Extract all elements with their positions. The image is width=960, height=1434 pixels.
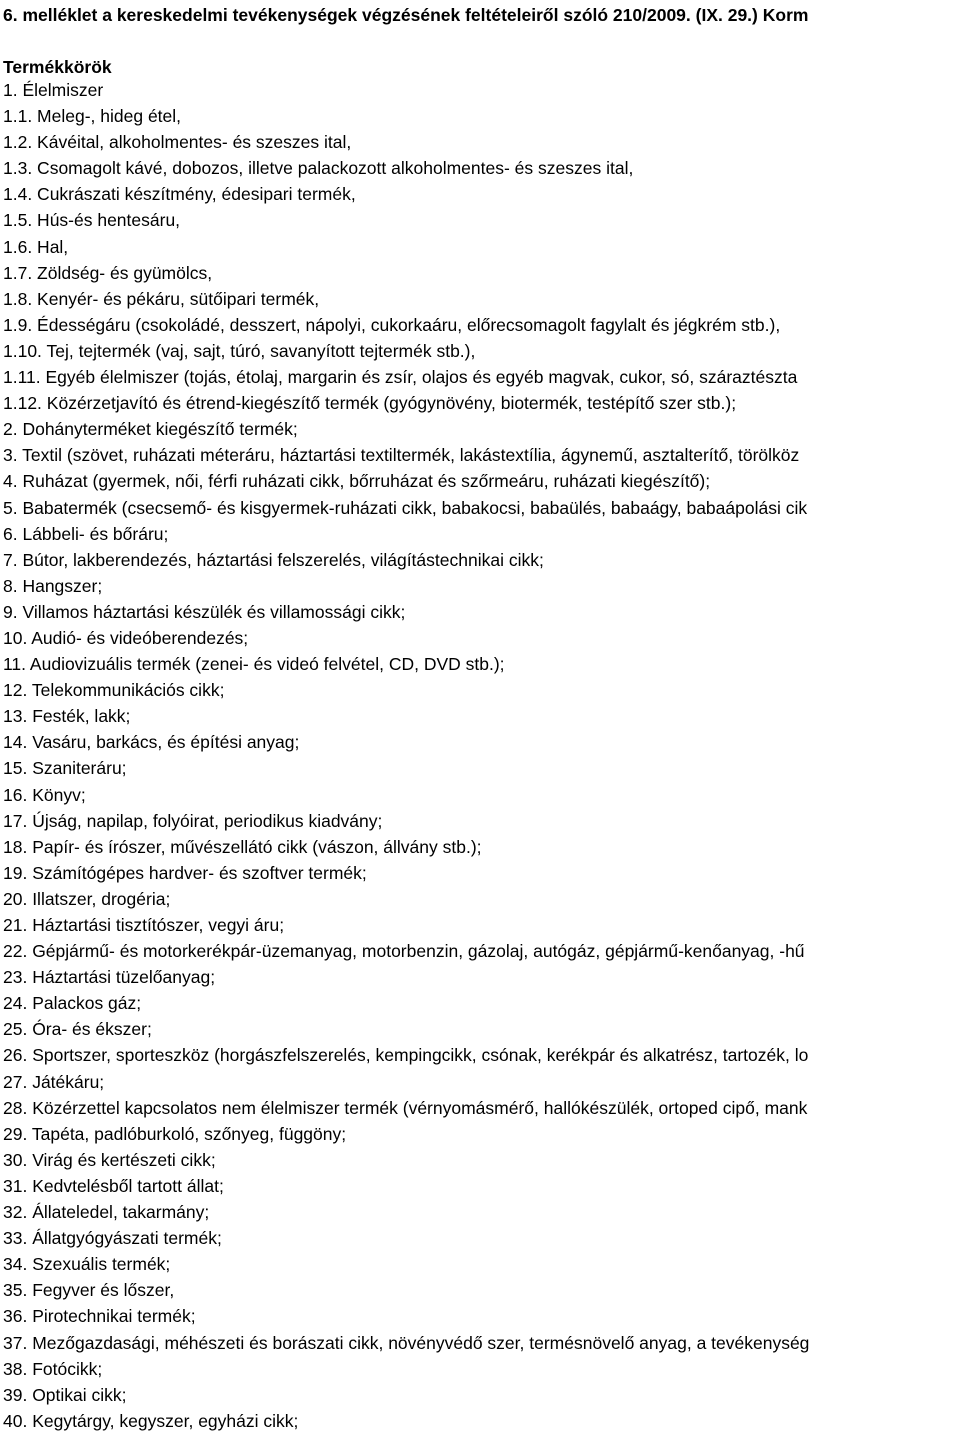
list-item: 1.4. Cukrászati készítmény, édesipari termék, — [3, 184, 356, 205]
list-item: 23. Háztartási tüzelőanyag; — [3, 967, 216, 988]
list-item: 5. Babatermék (csecsemő- és kisgyermek-ruházati cikk, babakocsi, babaülés, babaágy, babaápolási cik — [3, 497, 808, 518]
list-item: 1.2. Kávéital, alkoholmentes- és szeszes ital, — [3, 132, 352, 153]
list-item: 1.10. Tej, tejtermék (vaj, sajt, túró, savanyított tejtermék stb.), — [3, 340, 476, 361]
list-item: 19. Számítógépes hardver- és szoftver termék; — [3, 862, 367, 883]
list-item: 33. Állatgyógyászati termék; — [3, 1228, 222, 1249]
list-item: 14. Vasáru, barkács, és építési anyag; — [3, 732, 300, 753]
list-item: 39. Optikai cikk; — [3, 1384, 127, 1405]
list-item: 37. Mezőgazdasági, méhészeti és borászati cikk, növényvédő szer, termésnövelő anyag, a tevékenység — [3, 1332, 810, 1353]
document-title: 6. melléklet a kereskedelmi tevékenységek végzésének feltételeiről szóló 210/2009. (IX. 29.) Korm — [3, 5, 809, 25]
list-item: 4. Ruházat (gyermek, női, férfi ruházati cikk, bőrruházat és szőrmeáru, ruházati kiegészítő); — [3, 471, 711, 492]
list-item: 36. Pirotechnikai termék; — [3, 1306, 196, 1327]
list-item: 1.6. Hal, — [3, 236, 69, 257]
list-item: 25. Óra- és ékszer; — [3, 1019, 152, 1040]
list-item: 38. Fotócikk; — [3, 1358, 103, 1379]
list-item: 26. Sportszer, sporteszköz (horgászfelszerelés, kempingcikk, csónak, kerékpár és alkatrész, tartozék, lo — [3, 1045, 809, 1066]
list-item: 1.7. Zöldség- és gyümölcs, — [3, 262, 213, 283]
list-item: 1.9. Édességáru (csokoládé, desszert, nápolyi, cukorkaáru, előrecsomagolt fagylalt és jégkrém stb.), — [3, 314, 781, 335]
list-item: 1.5. Hús-és hentesáru, — [3, 210, 181, 231]
list-item: 3. Textil (szövet, ruházati méteráru, háztartási textiltermék, lakástextília, ágynemű, asztalterítő, törölköz — [3, 445, 800, 466]
list-item: 10. Audió- és videóberendezés; — [3, 627, 249, 648]
list-item: 32. Állateledel, takarmány; — [3, 1202, 210, 1223]
list-item: 28. Közérzettel kapcsolatos nem élelmiszer termék (vérnyomásmérő, hallókészülék, ortoped cipő, mank — [3, 1097, 808, 1118]
list-item: 8. Hangszer; — [3, 575, 103, 596]
list-item: 6. Lábbeli- és bőráru; — [3, 523, 169, 544]
list-item: 1.3. Csomagolt kávé, dobozos, illetve palackozott alkoholmentes- és szeszes ital, — [3, 158, 634, 179]
list-item: 1. Élelmiszer — [3, 80, 104, 100]
list-item: 7. Bútor, lakberendezés, háztartási felszerelés, világítástechnikai cikk; — [3, 549, 544, 570]
list-item: 11. Audiovizuális termék (zenei- és videó felvétel, CD, DVD stb.); — [3, 654, 505, 675]
list-item: 1.8. Kenyér- és pékáru, sütőipari termék, — [3, 288, 320, 309]
list-item: 15. Szaniteráru; — [3, 758, 127, 779]
list-item: 21. Háztartási tisztítószer, vegyi áru; — [3, 915, 285, 935]
list-item: 1.1. Meleg-, hideg étel, — [3, 106, 182, 127]
list-item: 16. Könyv; — [3, 784, 86, 805]
list-item: 27. Játékáru; — [3, 1071, 105, 1092]
list-item: 17. Újság, napilap, folyóirat, periodikus kiadvány; — [3, 810, 383, 831]
list-item: 13. Festék, lakk; — [3, 706, 131, 727]
list-item: 1.12. Közérzetjavító és étrend-kiegészítő termék (gyógynövény, biotermék, testépítő szer stb.); — [3, 393, 737, 414]
list-item: 2. Dohányterméket kiegészítő termék; — [3, 419, 298, 440]
list-item: 30. Virág és kertészeti cikk; — [3, 1149, 216, 1170]
list-item: 1.11. Egyéb élelmiszer (tojás, étolaj, margarin és zsír, olajos és egyéb magvak, cukor, só, száraztészta — [3, 367, 798, 388]
list-item: 9. Villamos háztartási készülék és villamossági cikk; — [3, 601, 406, 622]
list-item: 18. Papír- és írószer, művészellátó cikk (vászon, állvány stb.); — [3, 836, 482, 857]
list-item: 40. Kegytárgy, kegyszer, egyházi cikk; — [3, 1410, 299, 1431]
list-item: 29. Tapéta, padlóburkoló, szőnyeg, függöny; — [3, 1123, 347, 1144]
section-heading: Termékkörök — [3, 57, 112, 77]
list-item: 34. Szexuális termék; — [3, 1254, 171, 1275]
product-category-list — [3, 79, 809, 1434]
list-item: 22. Gépjármű- és motorkerékpár-üzemanyag, motorbenzin, gázolaj, autógáz, gépjármű-kenőanyag, -hű — [3, 941, 805, 962]
list-item: 24. Palackos gáz; — [3, 993, 142, 1014]
list-item: 20. Illatszer, drogéria; — [3, 888, 171, 909]
list-item: 35. Fegyver és lőszer, — [3, 1280, 175, 1301]
list-item: 12. Telekommunikációs cikk; — [3, 680, 225, 701]
list-item: 31. Kedvtelésből tartott állat; — [3, 1175, 224, 1196]
